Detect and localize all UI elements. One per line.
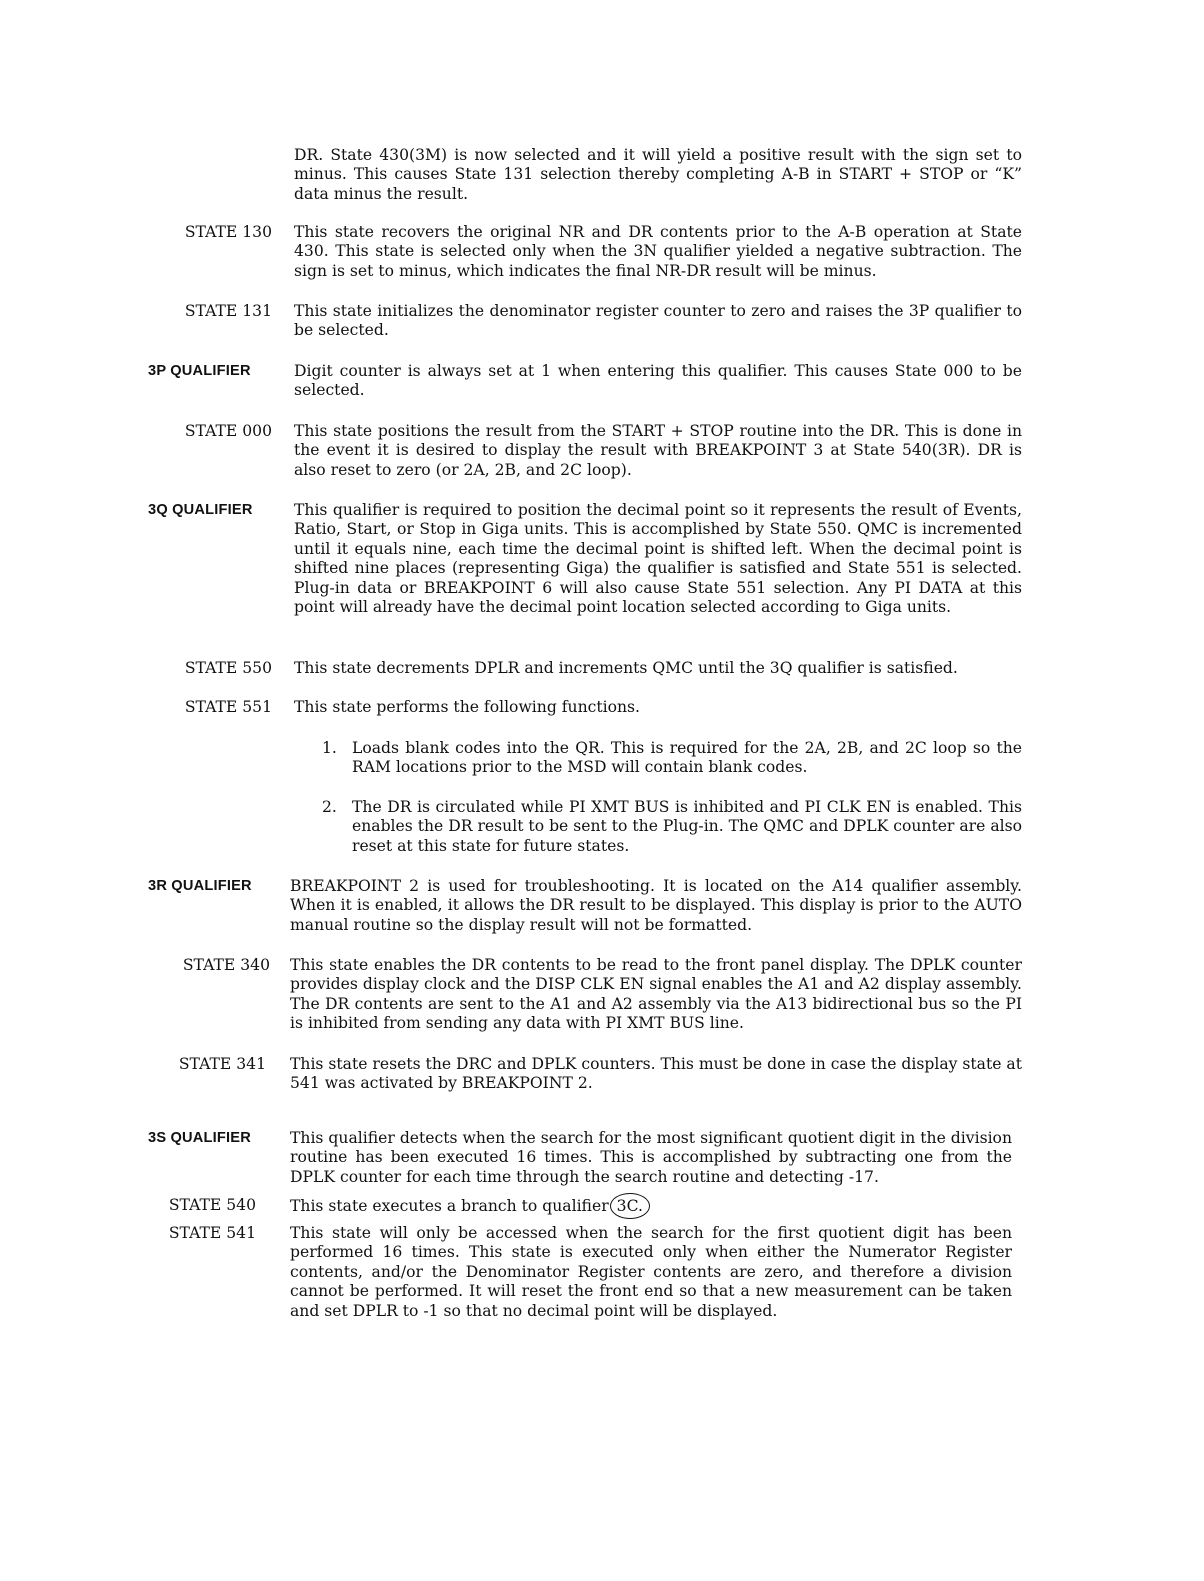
list-item-number: 2. xyxy=(322,798,337,816)
list-item-text: Loads blank codes into the QR. This is required for the 2A, 2B, and 2C loop so the RAM locations prior to the MSD will contain blank codes. xyxy=(352,739,1022,777)
qualifier-3q-text: This qualifier is required to position the decimal point so it represents the result of Events, Ratio, Start, or Stop in Giga units. This is accomplished by State 550. QMC is incremented until it equals nine, each time the decimal point is shifted left. When the decimal point is shifted nine places (representing Giga) the qualifier is satisfied and State 551 is selected. Plug-in data or BREAKPOINT 6 will also cause State 551 selection. Any PI DATA at this point will already have the decimal point location selected according to Giga units. xyxy=(294,501,1022,617)
qualifier-3q-label: 3Q QUALIFIER xyxy=(148,502,253,518)
state-550-text: This state decrements DPLR and increments QMC until the 3Q qualifier is satisfied. xyxy=(294,659,958,677)
state-550-label: STATE 550 xyxy=(184,659,272,677)
qualifier-3s-label: 3S QUALIFIER xyxy=(148,1130,251,1146)
state-551-text: This state performs the following functions. xyxy=(294,698,641,716)
state-130-label: STATE 130 xyxy=(184,223,272,241)
state-541-text: This state will only be accessed when the search for the first quotient digit has been performed 16 times. This state is executed only when either the Numerator Register contents, and/or the Denominator Register contents are zero, and therefore a division cannot be performed. It will reset the front end so that a new measurement can be taken and set DPLR to -1 so that no decimal point will be displayed. xyxy=(290,1224,1012,1320)
state-000-label: STATE 000 xyxy=(184,422,272,440)
state-131-label: STATE 131 xyxy=(184,302,272,320)
qualifier-3p-text: Digit counter is always set at 1 when entering this qualifier. This causes State 000 to be selected. xyxy=(294,362,1022,400)
qualifier-3r-label: 3R QUALIFIER xyxy=(148,878,252,894)
state-000-text: This state positions the result from the START + STOP routine into the DR. This is done in the event it is desired to display the result with BREAKPOINT 3 at State 540(3R). DR is also reset to zero (or 2A, 2B, and 2C loop). xyxy=(294,422,1022,479)
list-item xyxy=(322,798,1022,856)
qualifier-3p-label: 3P QUALIFIER xyxy=(148,363,251,379)
state-130-text: This state recovers the original NR and DR contents prior to the A-B operation at State 430. This state is selected only when the 3N qualifier yielded a negative subtraction. The sign is set to minus, which indicates the final NR-DR result will be minus. xyxy=(294,223,1022,280)
state-541-label: STATE 541 xyxy=(168,1224,256,1242)
state-540-paragraph xyxy=(290,1193,1012,1219)
circled-qualifier-3c: 3C. xyxy=(610,1193,650,1219)
state-131-text: This state initializes the denominator register counter to zero and raises the 3P qualifier to be selected. xyxy=(294,302,1022,340)
state-551-label: STATE 551 xyxy=(184,698,272,716)
qualifier-3r-text: BREAKPOINT 2 is used for troubleshooting. It is located on the A14 qualifier assembly. When it is enabled, it allows the DR result to be displayed. This display is prior to the AUTO manual routine so the display result will not be formatted. xyxy=(290,877,1022,934)
state-540-label: STATE 540 xyxy=(168,1196,256,1214)
list-item xyxy=(322,739,1022,778)
state-341-text: This state resets the DRC and DPLK counters. This must be done in case the display state at 541 was activated by BREAKPOINT 2. xyxy=(290,1055,1022,1093)
state-341-label: STATE 341 xyxy=(178,1055,266,1073)
intro-paragraph: DR. State 430(3M) is now selected and it will yield a positive result with the sign set to minus. This causes State 131 selection thereby completing A-B in START + STOP or “K” data minus the result. xyxy=(294,146,1022,203)
state-540-text: This state executes a branch to qualifier xyxy=(290,1197,609,1215)
state-340-label: STATE 340 xyxy=(182,956,270,974)
list-item-text: The DR is circulated while PI XMT BUS is inhibited and PI CLK EN is enabled. This enables the DR result to be sent to the Plug-in. The QMC and DPLK counter are also reset at this state for future states. xyxy=(352,798,1022,855)
qualifier-3s-text: This qualifier detects when the search for the most significant quotient digit in the division routine has been executed 16 times. This is accomplished by subtracting one from the DPLK counter for each time through the search routine and detecting -17. xyxy=(290,1129,1012,1186)
state-340-text: This state enables the DR contents to be read to the front panel display. The DPLK counter provides display clock and the DISP CLK EN signal enables the A1 and A2 display assembly. The DR contents are sent to the A1 and A2 assembly via the A13 bidirectional bus so the PI is inhibited from sending any data with PI XMT BUS line. xyxy=(290,956,1022,1033)
list-item-number: 1. xyxy=(322,739,337,757)
